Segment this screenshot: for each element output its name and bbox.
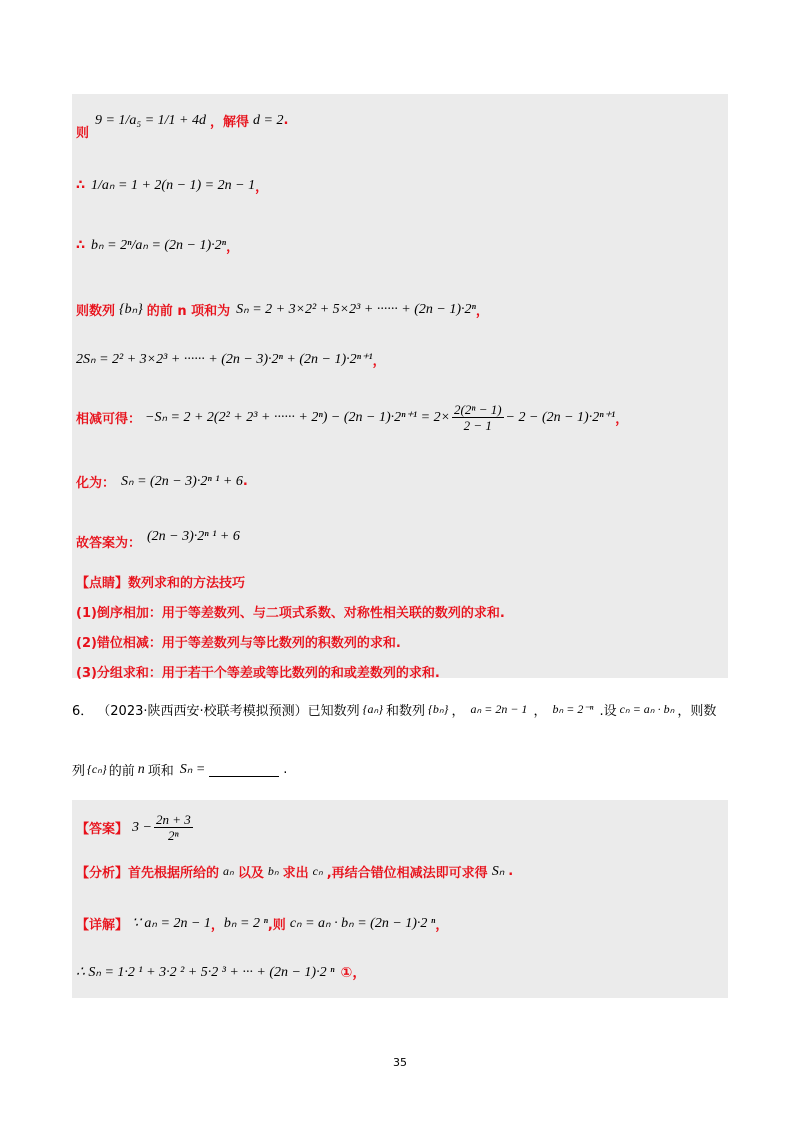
equation-line-1: 则 9 = 1/a₅ = 1/1 + 4d ，解得 d = 2 .	[76, 112, 289, 141]
tip-item-2: (2)错位相减：用于等差数列与等比数列的积数列的求和.	[76, 636, 401, 651]
equation-line-2: ∴ 1/aₙ = 1 + 2(n − 1) = 2n − 1 ，	[76, 178, 269, 195]
tip-item-1: (1)倒序相加：用于等差数列、与二项式系数、对称性相关联的数列的求和.	[76, 606, 505, 621]
equation-line-4: 则数列 {bₙ} 的前 n 项和为 Sₙ = 2 + 3×2² + 5×2³ + ······ + (2n − 1)·2ⁿ ，	[76, 302, 489, 319]
fraction: $\frac{\text{2(2ⁿ − 1)}}{2 - 1}$	[454, 402, 502, 433]
tip-title: 【点睛】数列求和的方法技巧	[76, 576, 246, 591]
equation-line-7: 化为： Sₙ = (2n − 3)·2ⁿ ¹ + 6 .	[76, 474, 248, 491]
equation-line-5: 2Sₙ = 2² + 3×2³ + ······ + (2n − 3)·2ⁿ + (2n − 1)·2ⁿ⁺¹ ，	[76, 352, 386, 369]
question-line-2: 列 {cₙ} 的前 n 项和 Sₙ = .	[72, 761, 288, 779]
answer-line: 故答案为： (2n − 3)·2ⁿ ¹ + 6	[76, 528, 240, 551]
equation-line-3: ∴ bₙ = 2ⁿ/aₙ = (2n − 1)·2ⁿ ，	[76, 238, 240, 255]
question-line-1: 6． （2023·陕西西安·校联考模拟预测）已知数列 {aₙ} 和数列 {bₙ} ， aₙ = 2n − 1 ， bₙ = 2⁻ⁿ .设 cₙ = aₙ · bₙ ，则数	[72, 702, 717, 719]
detail-row: 【详解】 ∵ aₙ = 2n − 1 ， bₙ = 2 ⁿ ,则 cₙ = aₙ · bₙ = (2n − 1)·2 ⁿ ，	[76, 916, 449, 933]
sum-row: ∴ Sₙ = 1·2 ¹ + 3·2 ² + 5·2 ³ + ··· + (2n − 1)·2 ⁿ ①，	[76, 964, 367, 981]
analysis-row: 【分析】 首先根据所给的 aₙ 以及 bₙ 求出 cₙ ,再结合错位相减法即可求得 Sₙ .	[76, 864, 514, 881]
page-number: 35	[393, 1056, 407, 1069]
answer-fraction: $\frac{2n + 3}{\text{2ⁿ}}$	[155, 812, 191, 843]
tip-item-3: (3)分组求和：用于若干个等差或等比数列的和或差数列的求和.	[76, 666, 440, 681]
equation-line-6: 相减可得： −Sₙ = 2 + 2(2² + 2³ + ······ + 2ⁿ) − (2n − 1)·2ⁿ⁺¹ = 2× $\frac{\text{2(2ⁿ − 1)}}{2 - 1}$ − 2 − (2n − 1)·2ⁿ⁺¹ ，	[76, 402, 629, 433]
equation-d: 9 = 1/a₅ = 1/1 + 4d	[95, 112, 207, 128]
answer-row: 【答案】 3 − $\frac{2n + 3}{\text{2ⁿ}}$	[76, 812, 191, 843]
answer-blank[interactable]	[209, 762, 279, 777]
